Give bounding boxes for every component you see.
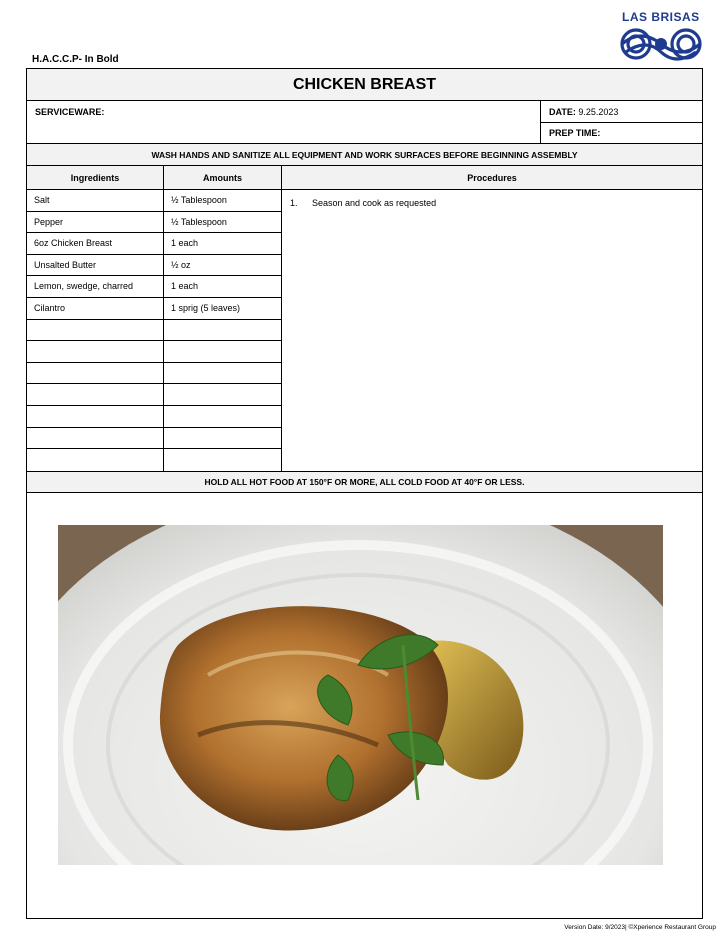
table-row xyxy=(27,233,282,255)
ingredient-cell: Pepper xyxy=(27,212,164,233)
wash-hands-banner: WASH HANDS AND SANITIZE ALL EQUIPMENT AND WORK SURFACES BEFORE BEGINNING ASSEMBLY xyxy=(27,144,702,166)
amount-cell xyxy=(164,384,282,405)
date-box xyxy=(541,101,702,123)
chicken-plate-image xyxy=(58,525,663,865)
ingredient-cell xyxy=(27,449,164,471)
amount-cell: ½ Tablespoon xyxy=(164,190,282,211)
ingredient-cell xyxy=(27,341,164,362)
table-row xyxy=(27,384,282,406)
ingredient-cell: 6oz Chicken Breast xyxy=(27,233,164,254)
ingredient-cell xyxy=(27,406,164,427)
haccp-note: H.A.C.C.P- In Bold xyxy=(32,54,119,65)
procedures-area xyxy=(282,190,702,471)
amount-cell: 1 sprig (5 leaves) xyxy=(164,298,282,319)
logo-text: LAS BRISAS xyxy=(622,10,700,24)
table-row xyxy=(27,406,282,428)
date-value: 9.25.2023 xyxy=(578,107,619,117)
wave-logo-icon xyxy=(616,18,706,62)
amount-cell xyxy=(164,320,282,341)
ingredients-header: Ingredients xyxy=(27,166,164,190)
amount-cell xyxy=(164,341,282,362)
recipe-sheet xyxy=(26,68,703,919)
table-row xyxy=(27,276,282,298)
table-row xyxy=(27,363,282,385)
ingredient-cell: Lemon, swedge, charred xyxy=(27,276,164,297)
ingredient-cell: Cilantro xyxy=(27,298,164,319)
ingredient-cell: Unsalted Butter xyxy=(27,255,164,276)
recipe-title: CHICKEN BREAST xyxy=(27,69,702,101)
amount-cell xyxy=(164,428,282,449)
procedure-step xyxy=(290,198,436,208)
table-row xyxy=(27,212,282,234)
hold-temperature-banner: HOLD ALL HOT FOOD AT 150°F OR MORE, ALL COLD FOOD AT 40°F OR LESS. xyxy=(27,471,702,493)
amount-cell: ½ oz xyxy=(164,255,282,276)
dish-photo xyxy=(58,525,663,865)
procedure-number: 1. xyxy=(290,198,298,208)
prep-time-label: PREP TIME: xyxy=(541,123,702,144)
table-row xyxy=(27,190,282,212)
amount-cell: 1 each xyxy=(164,233,282,254)
amount-cell xyxy=(164,449,282,471)
table-row xyxy=(27,428,282,450)
amount-cell xyxy=(164,406,282,427)
serviceware-box xyxy=(27,101,541,144)
table-row xyxy=(27,320,282,342)
amounts-header: Amounts xyxy=(164,166,282,190)
procedure-text: Season and cook as requested xyxy=(312,198,437,208)
amount-cell: ½ Tablespoon xyxy=(164,212,282,233)
amount-cell: 1 each xyxy=(164,276,282,297)
version-date: Version Date: 9/2023| ©Xperience Restaurant Group xyxy=(564,924,716,931)
table-row xyxy=(27,255,282,277)
table-row xyxy=(27,341,282,363)
serviceware-label: SERVICEWARE: xyxy=(35,107,105,117)
las-brisas-logo xyxy=(616,8,706,60)
ingredient-cell xyxy=(27,320,164,341)
ingredient-cell xyxy=(27,428,164,449)
ingredient-table xyxy=(27,190,282,471)
ingredient-cell: Salt xyxy=(27,190,164,211)
procedures-header: Procedures xyxy=(282,166,702,190)
table-row xyxy=(27,449,282,471)
ingredient-cell xyxy=(27,384,164,405)
amount-cell xyxy=(164,363,282,384)
table-row xyxy=(27,298,282,320)
date-label: DATE: xyxy=(549,107,576,117)
ingredient-cell xyxy=(27,363,164,384)
